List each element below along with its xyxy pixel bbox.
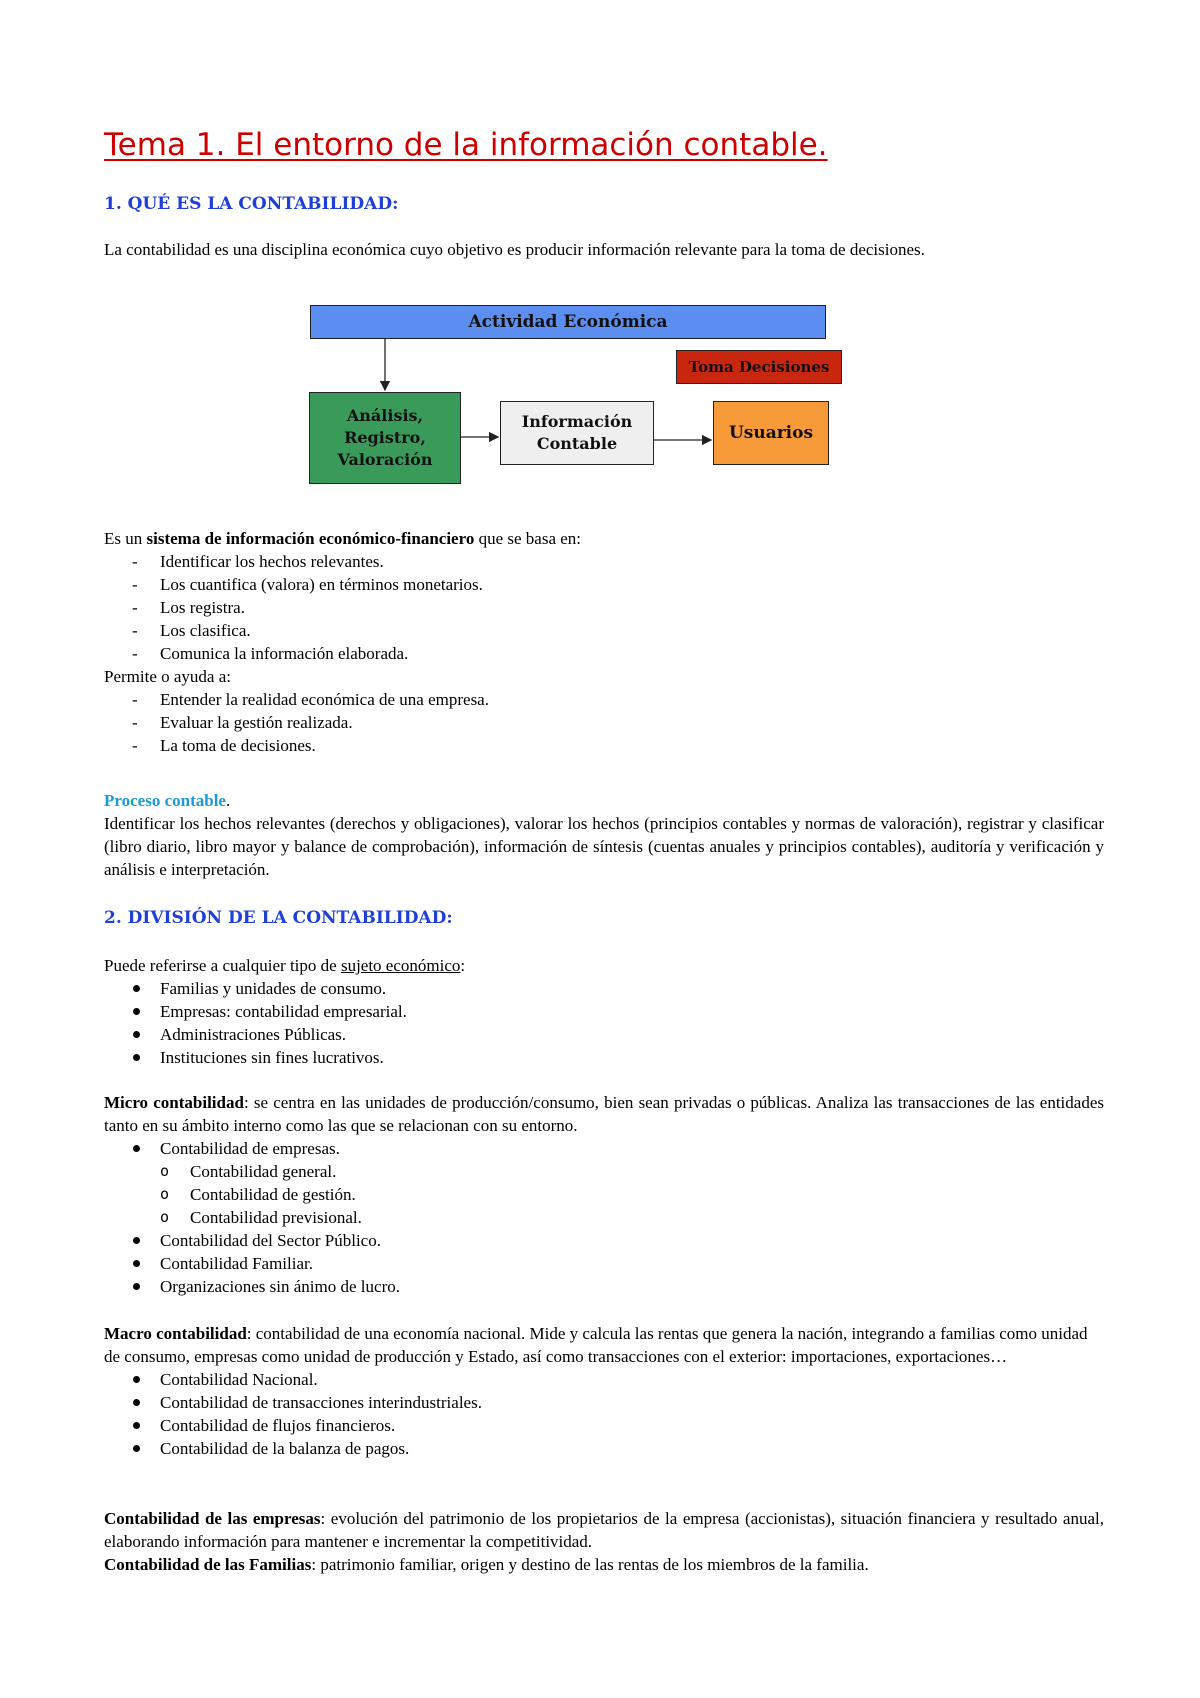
familias-paragraph — [104, 1553, 1104, 1576]
list-item: - Entender la realidad económica de una empresa. — [104, 688, 1104, 711]
sub-list-item: o Contabilidad de gestión. — [104, 1183, 1104, 1206]
bold-term: sistema de información económico-financiero — [146, 529, 475, 548]
text-run: : — [460, 956, 466, 975]
box-usuarios: Usuarios — [713, 401, 829, 465]
sujetos-block — [104, 954, 1104, 1069]
micro-block — [104, 1091, 1104, 1298]
list-item: Administraciones Públicas. — [104, 1023, 1104, 1046]
list-item: Contabilidad de flujos financieros. — [104, 1414, 1104, 1437]
micro-list — [104, 1137, 1104, 1160]
list-item: Familias y unidades de consumo. — [104, 977, 1104, 1000]
section-heading-1: 1. QUÉ ES LA CONTABILIDAD: — [104, 194, 399, 214]
sistema-list — [104, 550, 1104, 665]
list-item: Contabilidad Familiar. — [104, 1252, 1104, 1275]
list-item: Contabilidad de empresas. — [104, 1137, 1104, 1160]
sub-list-item: o Contabilidad general. — [104, 1160, 1104, 1183]
empresas-familias-block — [104, 1507, 1104, 1576]
sistema-intro — [104, 527, 1104, 550]
bold-term: Micro contabilidad — [104, 1093, 244, 1112]
list-item: - Evaluar la gestión realizada. — [104, 711, 1104, 734]
sujetos-intro — [104, 954, 1104, 977]
text-run: : se centra en las unidades de producción/consumo, bien sean privadas o públicas. Analiza las transacciones de las entidades tanto en su ámbito interno como las que se relacionan con su entorno. — [104, 1093, 1104, 1135]
text-run: Puede referirse a cualquier tipo de — [104, 956, 341, 975]
proceso-heading — [104, 789, 1104, 812]
box-informacion-contable — [500, 401, 654, 465]
sujetos-list — [104, 977, 1104, 1069]
section-heading-2: 2. DIVISIÓN DE LA CONTABILIDAD: — [104, 908, 453, 928]
list-item: - La toma de decisiones. — [104, 734, 1104, 757]
bold-term: Macro contabilidad — [104, 1324, 247, 1343]
list-item: Organizaciones sin ánimo de lucro. — [104, 1275, 1104, 1298]
text-run: : contabilidad de una economía nacional. Mide y calcula las rentas que genera la nación, integrando a familias como unidad de consumo, empresas como unidad de producción y Estado, así como transacciones con el exterior: importaciones, exportaciones… — [104, 1324, 1088, 1366]
list-item: - Identificar los hechos relevantes. — [104, 550, 1104, 573]
micro-list-rest — [104, 1229, 1104, 1298]
box-actividad-economica: Actividad Económica — [310, 305, 826, 339]
text-run: que se basa en: — [474, 529, 582, 548]
list-item: Instituciones sin fines lucrativos. — [104, 1046, 1104, 1069]
list-item: Contabilidad Nacional. — [104, 1368, 1104, 1391]
list-item: Empresas: contabilidad empresarial. — [104, 1000, 1104, 1023]
list-item: - Los clasifica. — [104, 619, 1104, 642]
micro-paragraph — [104, 1091, 1104, 1137]
sistema-block — [104, 527, 1104, 757]
box-informacion-line: Contable — [536, 434, 618, 453]
list-item: Contabilidad de transacciones interindustriales. — [104, 1391, 1104, 1414]
accounting-flow-diagram — [300, 300, 860, 490]
proceso-heading-text: Proceso contable — [104, 791, 226, 810]
text-run: : evolución del patrimonio de los propietarios de la empresa (accionistas), situación financiera y resultado anual, elaborando información para mantener e incrementar la competitividad. — [104, 1509, 1104, 1551]
macro-block — [104, 1322, 1104, 1460]
box-toma-decisiones: Toma Decisiones — [676, 350, 842, 384]
box-analisis-line: Registro, — [344, 428, 426, 447]
list-item: Contabilidad de la balanza de pagos. — [104, 1437, 1104, 1460]
sub-list-item: o Contabilidad previsional. — [104, 1206, 1104, 1229]
text-run: Es un — [104, 529, 147, 548]
intro-paragraph: La contabilidad es una disciplina económica cuyo objetivo es producir información relevante para la toma de decisiones. — [104, 240, 925, 259]
empresas-paragraph — [104, 1507, 1104, 1553]
bold-term: Contabilidad de las empresas — [104, 1509, 321, 1528]
list-item: - Los registra. — [104, 596, 1104, 619]
micro-sublist — [104, 1160, 1104, 1229]
box-analisis-line: Análisis, — [346, 406, 424, 425]
underlined-term: sujeto económico — [340, 956, 461, 975]
box-analisis-registro-valoracion — [309, 392, 461, 484]
page-title: Tema 1. El entorno de la información contable. — [104, 127, 828, 163]
text-run: : patrimonio familiar, origen y destino de las rentas de los miembros de la familia. — [311, 1555, 869, 1574]
box-analisis-line: Valoración — [337, 450, 433, 469]
list-item: - Los cuantifica (valora) en términos monetarios. — [104, 573, 1104, 596]
text-run: . — [225, 791, 231, 810]
macro-list — [104, 1368, 1104, 1460]
list-item: Contabilidad del Sector Público. — [104, 1229, 1104, 1252]
permite-label: Permite o ayuda a: — [104, 667, 231, 686]
macro-paragraph — [104, 1322, 1104, 1368]
list-item: - Comunica la información elaborada. — [104, 642, 1104, 665]
permite-list — [104, 688, 1104, 757]
bold-term: Contabilidad de las Familias — [104, 1555, 312, 1574]
box-informacion-line: Información — [521, 412, 633, 431]
proceso-text: Identificar los hechos relevantes (derechos y obligaciones), valorar los hechos (principios contables y normas de valoración), registrar y clasificar (libro diario, libro mayor y balance de comprobación), información de síntesis (cuentas anuales y principios contables), auditoría y verificación y análisis e interpretación. — [104, 814, 1104, 879]
proceso-block — [104, 789, 1104, 881]
